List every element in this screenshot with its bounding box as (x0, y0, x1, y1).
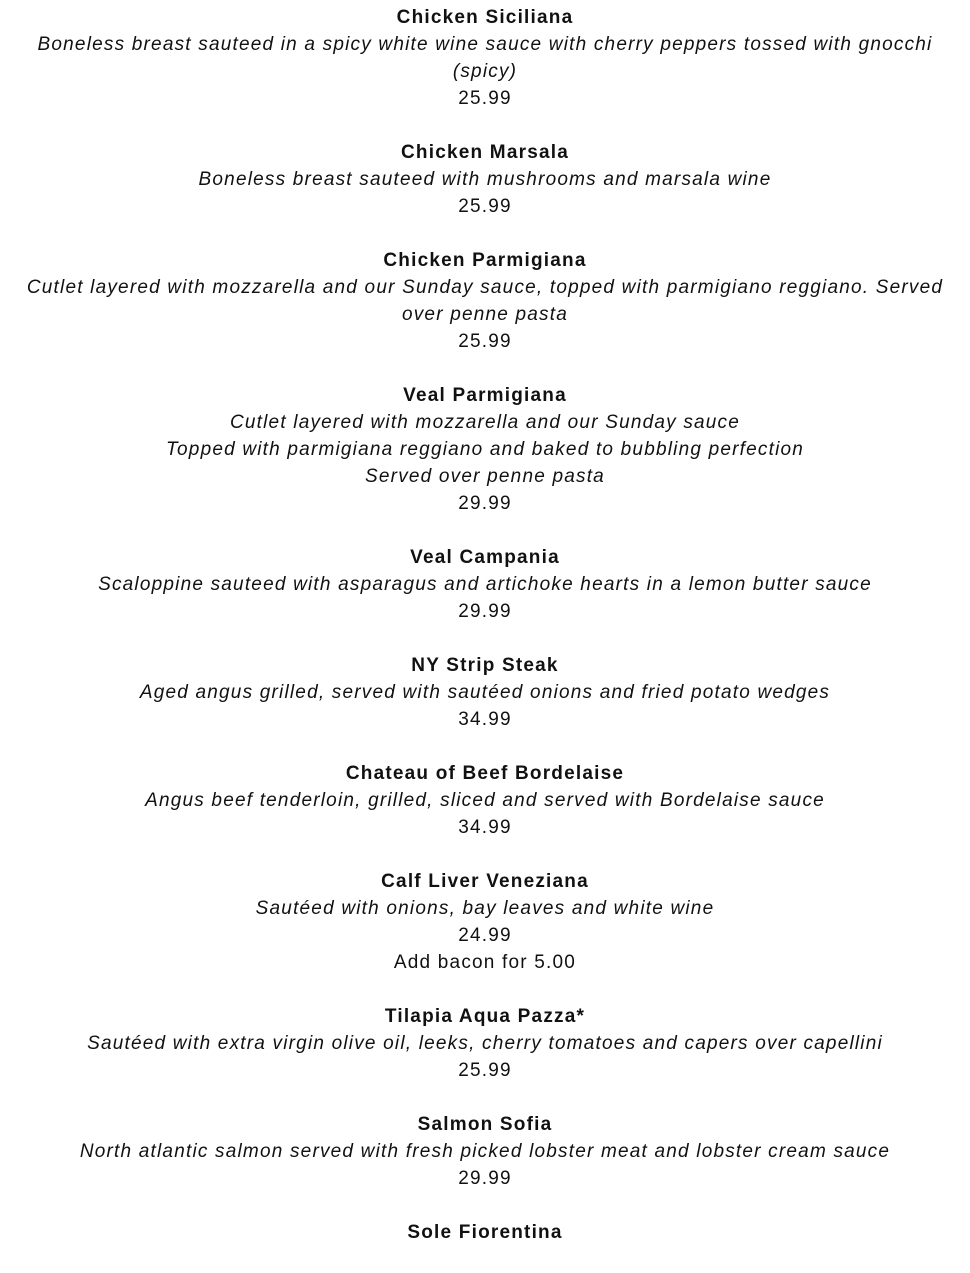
dish-description: Cutlet layered with mozzarella and our Sunday sauce, topped with parmigiano reggiano. Served over penne pasta (26, 277, 944, 325)
dish-name: Chicken Parmigiana (383, 250, 587, 271)
dish-price: 25.99 (458, 196, 512, 217)
dish-description: Served over penne pasta (365, 466, 605, 487)
menu-item (0, 247, 970, 355)
dish-description: Cutlet layered with mozzarella and our Sunday sauce (229, 412, 741, 433)
menu-list (0, 4, 970, 1273)
menu-item (0, 382, 970, 517)
menu-item (0, 4, 970, 112)
menu-item (0, 1219, 970, 1246)
dish-name: Calf Liver Veneziana (381, 871, 589, 892)
dish-price: 29.99 (458, 601, 512, 622)
dish-price: 24.99 (458, 925, 512, 946)
dish-description: Aged angus grilled, served with sautéed onions and fried potato wedges (139, 682, 831, 703)
dish-addon: Add bacon for 5.00 (393, 952, 577, 973)
dish-description: Angus beef tenderloin, grilled, sliced and served with Bordelaise sauce (145, 790, 825, 811)
dish-price: 34.99 (458, 817, 512, 838)
dish-description: Sautéed with extra virgin olive oil, leeks, cherry tomatoes and capers over capellini (87, 1033, 883, 1054)
dish-price: 25.99 (458, 331, 512, 352)
dish-description: Boneless breast sauteed in a spicy white wine sauce with cherry peppers tossed with gnocchi (spicy) (37, 34, 933, 82)
dish-name: Chicken Siciliana (396, 7, 574, 28)
dish-name: Veal Parmigiana (403, 385, 567, 406)
dish-name: Chateau of Beef Bordelaise (345, 763, 625, 784)
dish-description: Topped with parmigiana reggiano and baked to bubbling perfection (165, 439, 805, 460)
dish-description: Scaloppine sauteed with asparagus and artichoke hearts in a lemon butter sauce (98, 574, 872, 595)
dish-description: Sautéed with onions, bay leaves and white wine (255, 898, 715, 919)
dish-name: Veal Campania (410, 547, 560, 568)
dish-description: Boneless breast sauteed with mushrooms and marsala wine (198, 169, 772, 190)
dish-name: Sole Fiorentina (407, 1222, 563, 1243)
dish-name: Chicken Marsala (401, 142, 569, 163)
dish-name: Salmon Sofia (417, 1114, 553, 1135)
dish-name: Tilapia Aqua Pazza* (384, 1006, 586, 1027)
dish-description: North atlantic salmon served with fresh picked lobster meat and lobster cream sauce (79, 1141, 891, 1162)
dish-name: NY Strip Steak (411, 655, 559, 676)
dish-price: 25.99 (458, 88, 512, 109)
dish-price: 34.99 (458, 709, 512, 730)
dish-price: 29.99 (458, 1168, 512, 1189)
menu-item (0, 652, 970, 733)
dish-price: 29.99 (458, 493, 512, 514)
menu-item (0, 760, 970, 841)
menu-item (0, 139, 970, 220)
menu-item (0, 868, 970, 976)
menu-item (0, 544, 970, 625)
dish-price: 25.99 (458, 1060, 512, 1081)
menu-item (0, 1111, 970, 1192)
menu-item (0, 1003, 970, 1084)
